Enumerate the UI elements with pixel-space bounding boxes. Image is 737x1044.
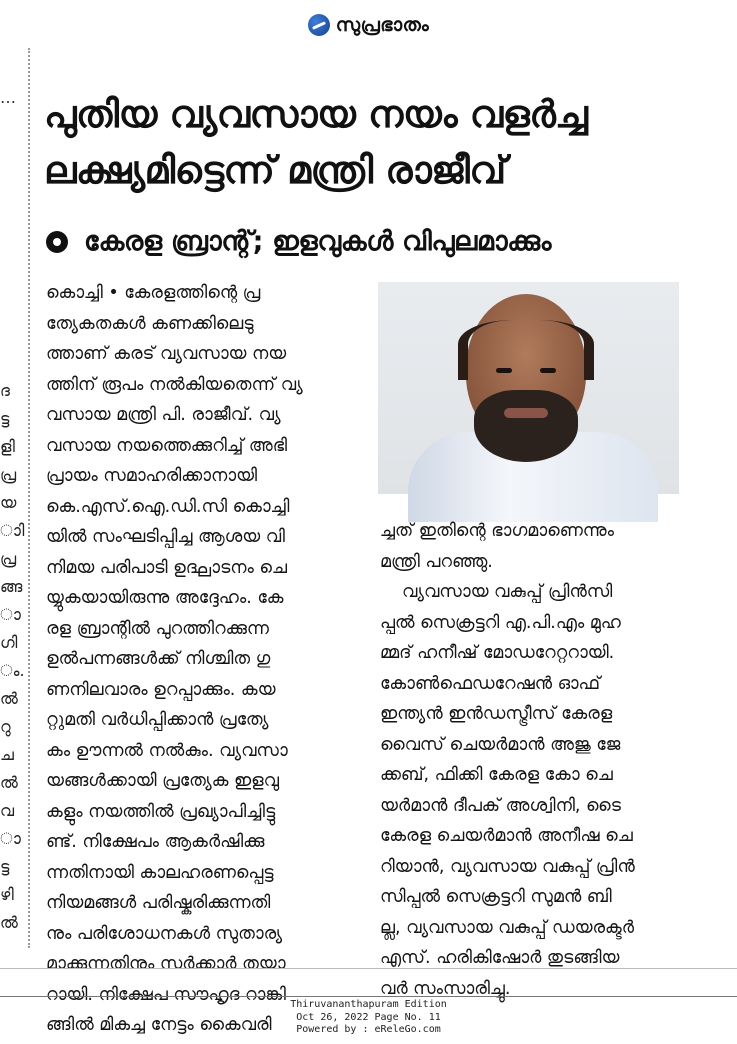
photo-mouth — [504, 408, 548, 418]
fragment-text: ഴി — [0, 885, 14, 904]
body-line: കം ഊന്നൽ നൽകും. വ്യവസാ — [46, 740, 288, 761]
article-headline — [44, 86, 684, 198]
body-line: നിയമങ്ങൾ പരിഷ്കരിക്കുന്നതി — [46, 893, 271, 913]
body-line: ഉൽപന്നങ്ങൾക്ക് നിശ്ചിത ഗു — [46, 649, 271, 669]
body-line: വർ സംസാരിച്ചു. — [380, 978, 511, 999]
fragment-text: ച — [0, 745, 14, 764]
logo-globe-icon — [308, 14, 330, 36]
column-divider — [28, 48, 30, 948]
fragment-text: ട്ട — [0, 409, 10, 428]
fragment-text: ദ — [0, 381, 10, 400]
body-line: കോൺഫെഡറേഷൻ ഓഫ് — [380, 673, 601, 694]
body-line: റിയാൻ, വ്യവസായ വകുപ്പ് പ്രിൻ — [380, 856, 635, 877]
footer-date-page: Oct 26, 2022 Page No. 11 — [296, 1011, 441, 1023]
fragment-text: ട്ട — [0, 857, 10, 876]
body-line: കെ.എസ്.ഐ.ഡി.സി കൊച്ചി — [46, 496, 290, 517]
body-line: നിമയ പരിപാടി ഉദ്ഘാടനം ചെ — [46, 557, 288, 578]
body-line: കൊച്ചി • കേരളത്തിന്റെ പ്ര — [46, 283, 261, 303]
body-line: യ്യുകയായിരുന്നു അദ്ദേഹം. കേ — [46, 588, 284, 608]
bullet-icon — [46, 231, 68, 253]
footer-edition: Thiruvananthapuram Edition — [290, 999, 447, 1010]
adjacent-article-fragment — [0, 380, 25, 932]
body-line: ച്ചത് ഇതിന്റെ ഭാഗമാണെന്നും — [380, 521, 614, 541]
article-subhead — [46, 218, 551, 266]
body-line: വൈസ് ചെയർമാൻ അജു ജേ — [380, 734, 621, 755]
body-line: വ്യവസായ വകുപ്പ് പ്രിൻസി — [402, 582, 613, 602]
body-line: മന്ത്രി പറഞ്ഞു. — [380, 551, 493, 572]
body-line: മ്മദ് ഹനീഷ് മോഡറേറ്ററായി. — [380, 643, 615, 663]
photo-eye — [540, 368, 556, 373]
body-line: ത്യേകതകൾ കണക്കിലെടു — [46, 313, 254, 334]
footer-powered-by: Powered by : eReleGo.com — [296, 1024, 441, 1035]
fragment-text: ാി — [0, 521, 25, 540]
body-line: ണനിലവാരം ഉറപ്പാക്കും. കയ — [46, 679, 276, 700]
fragment-text: വ — [0, 801, 15, 820]
fragment-text: ാ — [0, 605, 21, 624]
fragment-text: ൽ — [0, 773, 18, 792]
body-line: മാക്കുന്നതിനും സർക്കാർ തയാ — [46, 954, 286, 974]
body-line: ക്കബ്, ഫിക്കി കേരള കോ ചെ — [380, 765, 613, 785]
footer-rule — [0, 996, 737, 997]
article-body-left-column — [46, 278, 362, 1041]
fragment-text: ൽ — [0, 913, 18, 932]
body-line: ത്താണ് കരട് വ്യവസായ നയ — [46, 344, 287, 364]
body-line: ണ്ട്. നിക്ഷേപം ആകർഷിക്കു — [46, 832, 265, 852]
fragment-text: ഗി — [0, 633, 18, 652]
fragment-text: ാ — [0, 829, 21, 848]
article-bottom-rule — [0, 968, 737, 969]
fragment-text: ങ്ങ — [0, 577, 23, 596]
body-line: വസായ നയത്തെക്കുറിച്ച് അഭി — [46, 435, 288, 456]
body-line: പ്രായം സമാഹരിക്കാനായി — [46, 466, 258, 486]
body-line: കേരള ചെയർമാൻ അനീഷ ചെ — [380, 826, 633, 846]
body-line: ത്തിന് രൂപം നൽകിയതെന്ന് വ്യ — [46, 374, 303, 395]
fragment-text: ൽ — [0, 689, 18, 708]
body-line: ങ്ങിൽ മികച്ച നേട്ടം കൈവരി — [46, 1015, 272, 1035]
subhead-text: കേരള ബ്രാന്റ്; ഇളവുകൾ വിപുലമാക്കും — [84, 226, 552, 257]
fragment-text: ം. — [0, 661, 25, 680]
fragment-text: ളി — [0, 437, 15, 456]
body-line: നും പരിശോധനകൾ സുതാര്യ — [46, 923, 283, 944]
body-line: ന്നതിനായി കാലഹരണപ്പെട്ട — [46, 862, 274, 883]
body-line: പ്പൽ സെക്രട്ടറി എ.പി.എം മുഹ — [380, 612, 621, 633]
body-line: റായി. നിക്ഷേപ സൗഹൃദ റാങ്കി — [46, 984, 286, 1005]
headline-line: പുതിയ വ്യവസായ നയം വളർച്ച — [44, 92, 588, 136]
left-column-ellipsis: … — [0, 88, 16, 107]
photo-hair — [458, 320, 594, 380]
masthead — [0, 8, 737, 42]
minister-portrait-photo — [378, 282, 679, 494]
body-line: വസായ മന്ത്രി പി. രാജീവ്. വ്യ — [46, 405, 281, 425]
headline-line: ലക്ഷ്യമിട്ടെന്ന് മന്ത്രി രാജീവ് — [44, 148, 506, 192]
fragment-text: റു — [0, 717, 11, 736]
page-footer — [0, 999, 737, 1037]
body-line: യർമാൻ ദീപക് അശ്വിനി, ടൈ — [380, 795, 621, 816]
body-line: രള ബ്രാന്റിൽ പുറത്തിറക്കുന്ന — [46, 618, 269, 639]
body-line: കളും നയത്തിൽ പ്രഖ്യാപിച്ചിട്ടു — [46, 801, 276, 822]
body-line: എസ്. ഹരികിഷോർ തുടങ്ങിയ — [380, 948, 620, 968]
body-line: യിൽ സംഘടിപ്പിച്ച ആശയ വി — [46, 527, 285, 547]
body-line: ഇന്ത്യൻ ഇൻഡസ്ട്രീസ് കേരള — [380, 704, 613, 724]
body-line: ല്ല, വ്യവസായ വകുപ്പ് ഡയരക്ടർ — [380, 917, 634, 938]
body-line: സിപ്പൽ സെക്രട്ടറി സുമൻ ബി — [380, 887, 612, 907]
fragment-text: പ്ര — [0, 465, 17, 484]
fragment-text: പ്ര — [0, 549, 17, 568]
fragment-text: യ — [0, 493, 17, 512]
body-line: റ്റുമതി വർധിപ്പിക്കാൻ പ്രത്യേ — [46, 710, 269, 730]
body-line: യങ്ങൾക്കായി പ്രത്യേക ഇളവു — [46, 771, 280, 791]
newspaper-logo-text: സുപ്രഭാതം — [335, 14, 430, 36]
photo-beard — [474, 390, 578, 462]
article-body-right-column — [380, 516, 680, 1004]
photo-eye — [496, 368, 512, 373]
